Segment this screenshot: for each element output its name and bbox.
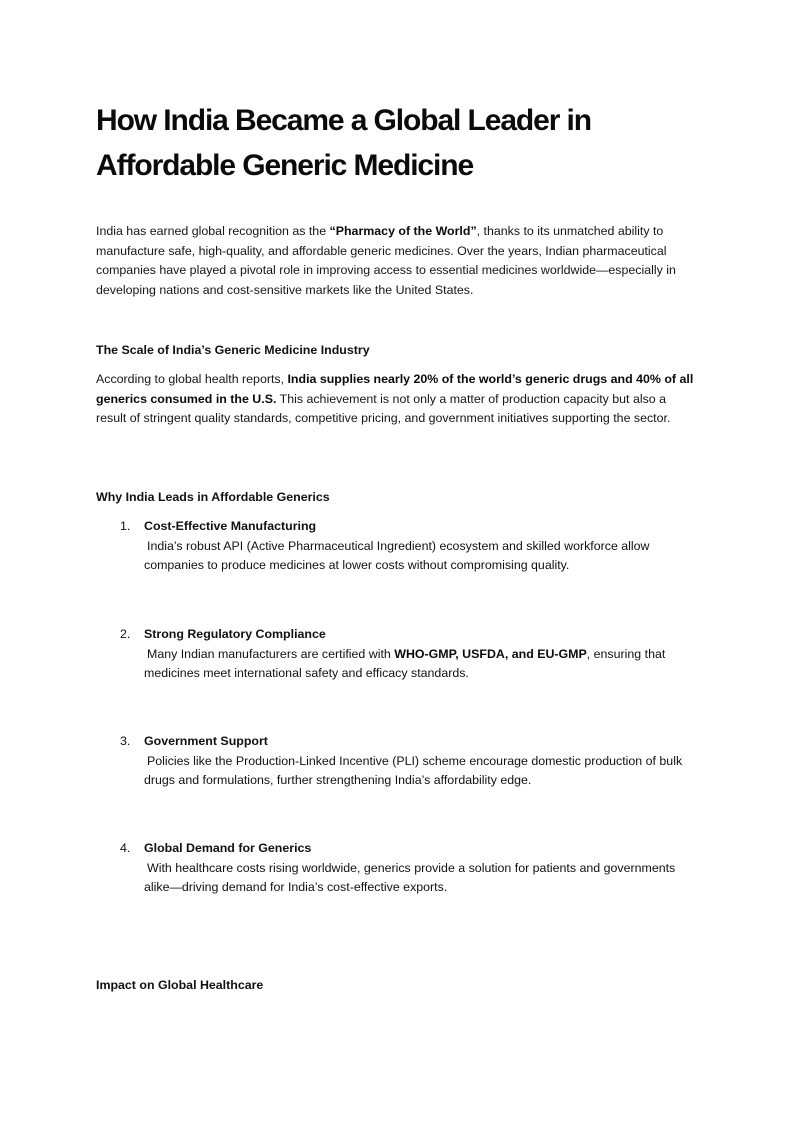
scale-text-start: According to global health reports, [96, 372, 288, 386]
scale-highlight: India supplies nearly 20% of the world’s generic drugs and 40% of all generics consumed in the U.S. [96, 372, 694, 406]
list-item-title: Strong Regulatory Compliance [144, 627, 326, 641]
list-item-title: Government Support [144, 734, 268, 748]
scale-heading: The Scale of India’s Generic Medicine Industry [96, 343, 370, 357]
list-item-body [144, 732, 700, 791]
list-item-body [144, 517, 700, 576]
article-title: How India Became a Global Leader in Affordable Generic Medicine [96, 104, 591, 182]
intro-text-start: India has earned global recognition as the [96, 224, 330, 238]
list-item-text: With healthcare costs rising worldwide, generics provide a solution for patients and governments alike—driving demand for India’s cost-effective exports. [144, 860, 676, 894]
list-item-text: Many Indian manufacturers are certified with WHO-GMP, USFDA, and EU-GMP, ensuring that medicines meet international safety and efficacy standards. [144, 646, 666, 680]
list-item-number: 3. [120, 734, 131, 748]
scale-paragraph [96, 370, 698, 429]
scale-text-end: This achievement is not only a matter of production capacity but also a result of stringent quality standards, competitive pricing, and government initiatives supporting the sector. [96, 391, 671, 425]
list-item-number: 4. [120, 841, 131, 855]
list-item-text: India’s robust API (Active Pharmaceutical Ingredient) ecosystem and skilled workforce allow companies to produce medicines at lower costs without compromising quality. [144, 538, 650, 572]
list-item-number: 2. [120, 627, 131, 641]
list-item-text: Policies like the Production-Linked Incentive (PLI) scheme encourage domestic production of bulk drugs and formulations, further strengthening India’s affordability edge. [144, 753, 683, 787]
list-item-body [144, 625, 700, 684]
list-item-title: Cost-Effective Manufacturing [144, 519, 317, 533]
impact-heading: Impact on Global Healthcare [96, 978, 264, 992]
intro-text-end: , thanks to its unmatched ability to manufacture safe, high-quality, and affordable generic medicines. Over the years, Indian pharmaceutical companies have played a pivotal role in improving access to essential medicines worldwide—especially in developing nations and cost-sensitive markets like the United States. [96, 224, 676, 297]
intro-highlight: “Pharmacy of the World” [329, 224, 477, 238]
list-item-number: 1. [120, 519, 131, 533]
list-item-title: Global Demand for Generics [144, 841, 312, 855]
list-item-body [144, 839, 700, 898]
why-heading: Why India Leads in Affordable Generics [96, 490, 330, 504]
intro-paragraph [96, 222, 698, 300]
